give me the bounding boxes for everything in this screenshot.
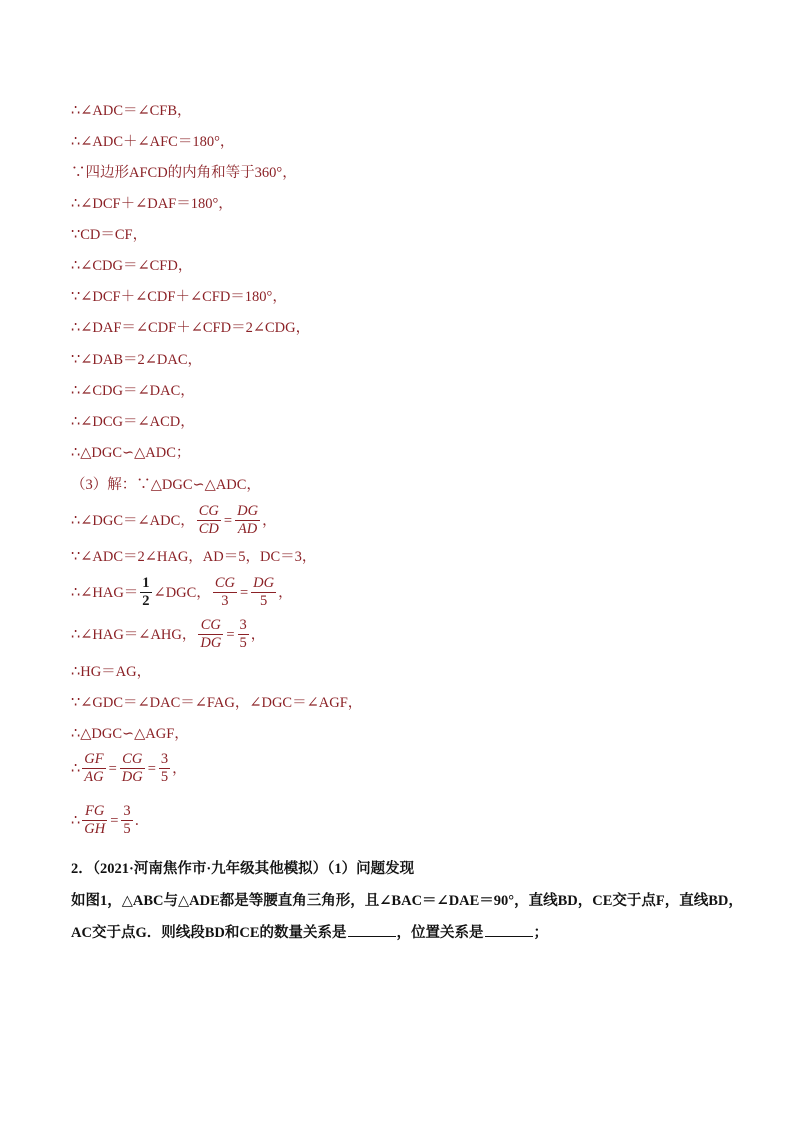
numerator: FG [85, 803, 105, 819]
fraction-3-5 [159, 751, 170, 786]
proof-line-1: ∴∠ADC＝∠CFB， [71, 103, 192, 119]
q2-text-a: AC交于点G．则线段BD和CE的数量关系是 [71, 925, 347, 941]
proof-line-3: ∵四边形AFCD的内角和等于360°， [71, 165, 297, 181]
proof-line-13: （3）解：∵△DGC∽△ADC， [71, 477, 261, 493]
denominator: 2 [142, 593, 150, 609]
proof-line-9: ∵∠DAB＝2∠DAC， [71, 352, 203, 368]
fraction-3-5 [121, 803, 132, 838]
proof-line-21 [71, 751, 187, 786]
numerator: DG [237, 503, 259, 519]
equals-sign: = [108, 760, 117, 777]
denominator: DG [200, 635, 222, 651]
proof-line-5: ∵CD＝CF， [71, 227, 148, 243]
fraction-gf-ag [82, 751, 105, 786]
numerator: CG [214, 575, 235, 591]
fraction-cg-cd [197, 503, 221, 538]
proof-line-8: ∴∠DAF＝∠CDF＋∠CFD＝2∠CDG， [71, 320, 311, 336]
equals-sign: = [223, 512, 233, 529]
denominator: GH [84, 821, 106, 837]
proof-line-7: ∵∠DCF＋∠CDF＋∠CFD＝180°， [71, 289, 287, 305]
denominator: DG [121, 769, 143, 785]
fraction-fg-gh [82, 803, 107, 838]
proof-line-4: ∴∠DCF＋∠DAF＝180°， [71, 196, 233, 212]
answer-blank-quantity[interactable] [348, 922, 396, 937]
numerator: 1 [142, 575, 150, 591]
numerator: 3 [160, 751, 169, 767]
proof-line-15: ∵∠ADC＝2∠HAG，AD＝5，DC＝3， [71, 549, 317, 565]
proof-line-12: ∴△DGC∽△ADC； [71, 445, 191, 461]
fraction-cg-dg [120, 751, 145, 786]
l21-text: ∴ [71, 760, 81, 777]
question-2-header: 2．（2021·河南焦作市·九年级其他模拟）（1）问题发现 [71, 861, 415, 877]
numerator: CG [200, 617, 221, 633]
proof-line-11: ∴∠DCG＝∠ACD， [71, 414, 195, 430]
denominator: 5 [239, 635, 247, 651]
l16-post: ， [278, 584, 293, 601]
proof-line-14 [71, 503, 277, 538]
proof-line-18: ∴HG＝AG， [71, 664, 152, 680]
q2-text-c: ； [533, 925, 549, 941]
fraction-dg-5 [251, 575, 276, 610]
numerator: 3 [239, 617, 247, 633]
denominator: AD [237, 521, 258, 537]
denominator: 5 [160, 769, 169, 785]
denominator: 5 [260, 593, 268, 609]
proof-line-20: ∴△DGC∽△AGF， [71, 726, 189, 742]
equals-sign: = [239, 584, 249, 601]
l17-post: ， [250, 626, 266, 643]
fraction-one-half [140, 575, 151, 610]
question-2-line-2 [71, 922, 548, 944]
question-2-line-1: 如图1，△ABC与△ADE都是等腰直角三角形，且∠BAC＝∠DAE＝90°，直线BD，CE交于点F，直线BD， [71, 893, 743, 909]
equals-sign: = [226, 626, 235, 643]
l17-text: ∴∠HAG＝∠AHG， [71, 626, 197, 643]
l14-text: ∴∠DGC＝∠ADC， [71, 512, 195, 529]
proof-line-6: ∴∠CDG＝∠CFD， [71, 258, 193, 274]
numerator: 3 [123, 803, 131, 819]
proof-line-22 [71, 803, 149, 838]
fraction-cg-dg [198, 617, 223, 652]
l16-mid: ∠DGC， [153, 584, 211, 601]
fraction-3-5 [238, 617, 249, 652]
proof-line-10: ∴∠CDG＝∠DAC， [71, 383, 195, 399]
denominator: AG [84, 769, 104, 785]
answer-blank-position[interactable] [485, 922, 533, 937]
l14-post: ， [262, 512, 277, 529]
numerator: CG [122, 751, 143, 767]
numerator: GF [84, 751, 104, 767]
proof-line-2: ∴∠ADC＋∠AFC＝180°， [71, 134, 235, 150]
denominator: CD [198, 521, 219, 537]
l22-text: ∴ [71, 812, 81, 829]
denominator: 5 [123, 821, 131, 837]
l16-text: ∴∠HAG＝ [71, 584, 139, 601]
l21-post: ， [172, 760, 187, 777]
proof-line-19: ∵∠GDC＝∠DAC＝∠FAG，∠DGC＝∠AGF， [71, 695, 363, 711]
proof-line-16 [71, 575, 293, 610]
fraction-cg-3 [213, 575, 237, 610]
equals-sign: = [110, 812, 119, 829]
denominator: 3 [221, 593, 229, 609]
l22-post: ． [134, 812, 150, 829]
equals-sign: = [147, 760, 156, 777]
numerator: CG [198, 503, 219, 519]
numerator: DG [253, 575, 275, 591]
q2-text-b: ，位置关系是 [396, 925, 484, 941]
proof-line-17 [71, 617, 265, 652]
fraction-dg-ad [235, 503, 260, 538]
